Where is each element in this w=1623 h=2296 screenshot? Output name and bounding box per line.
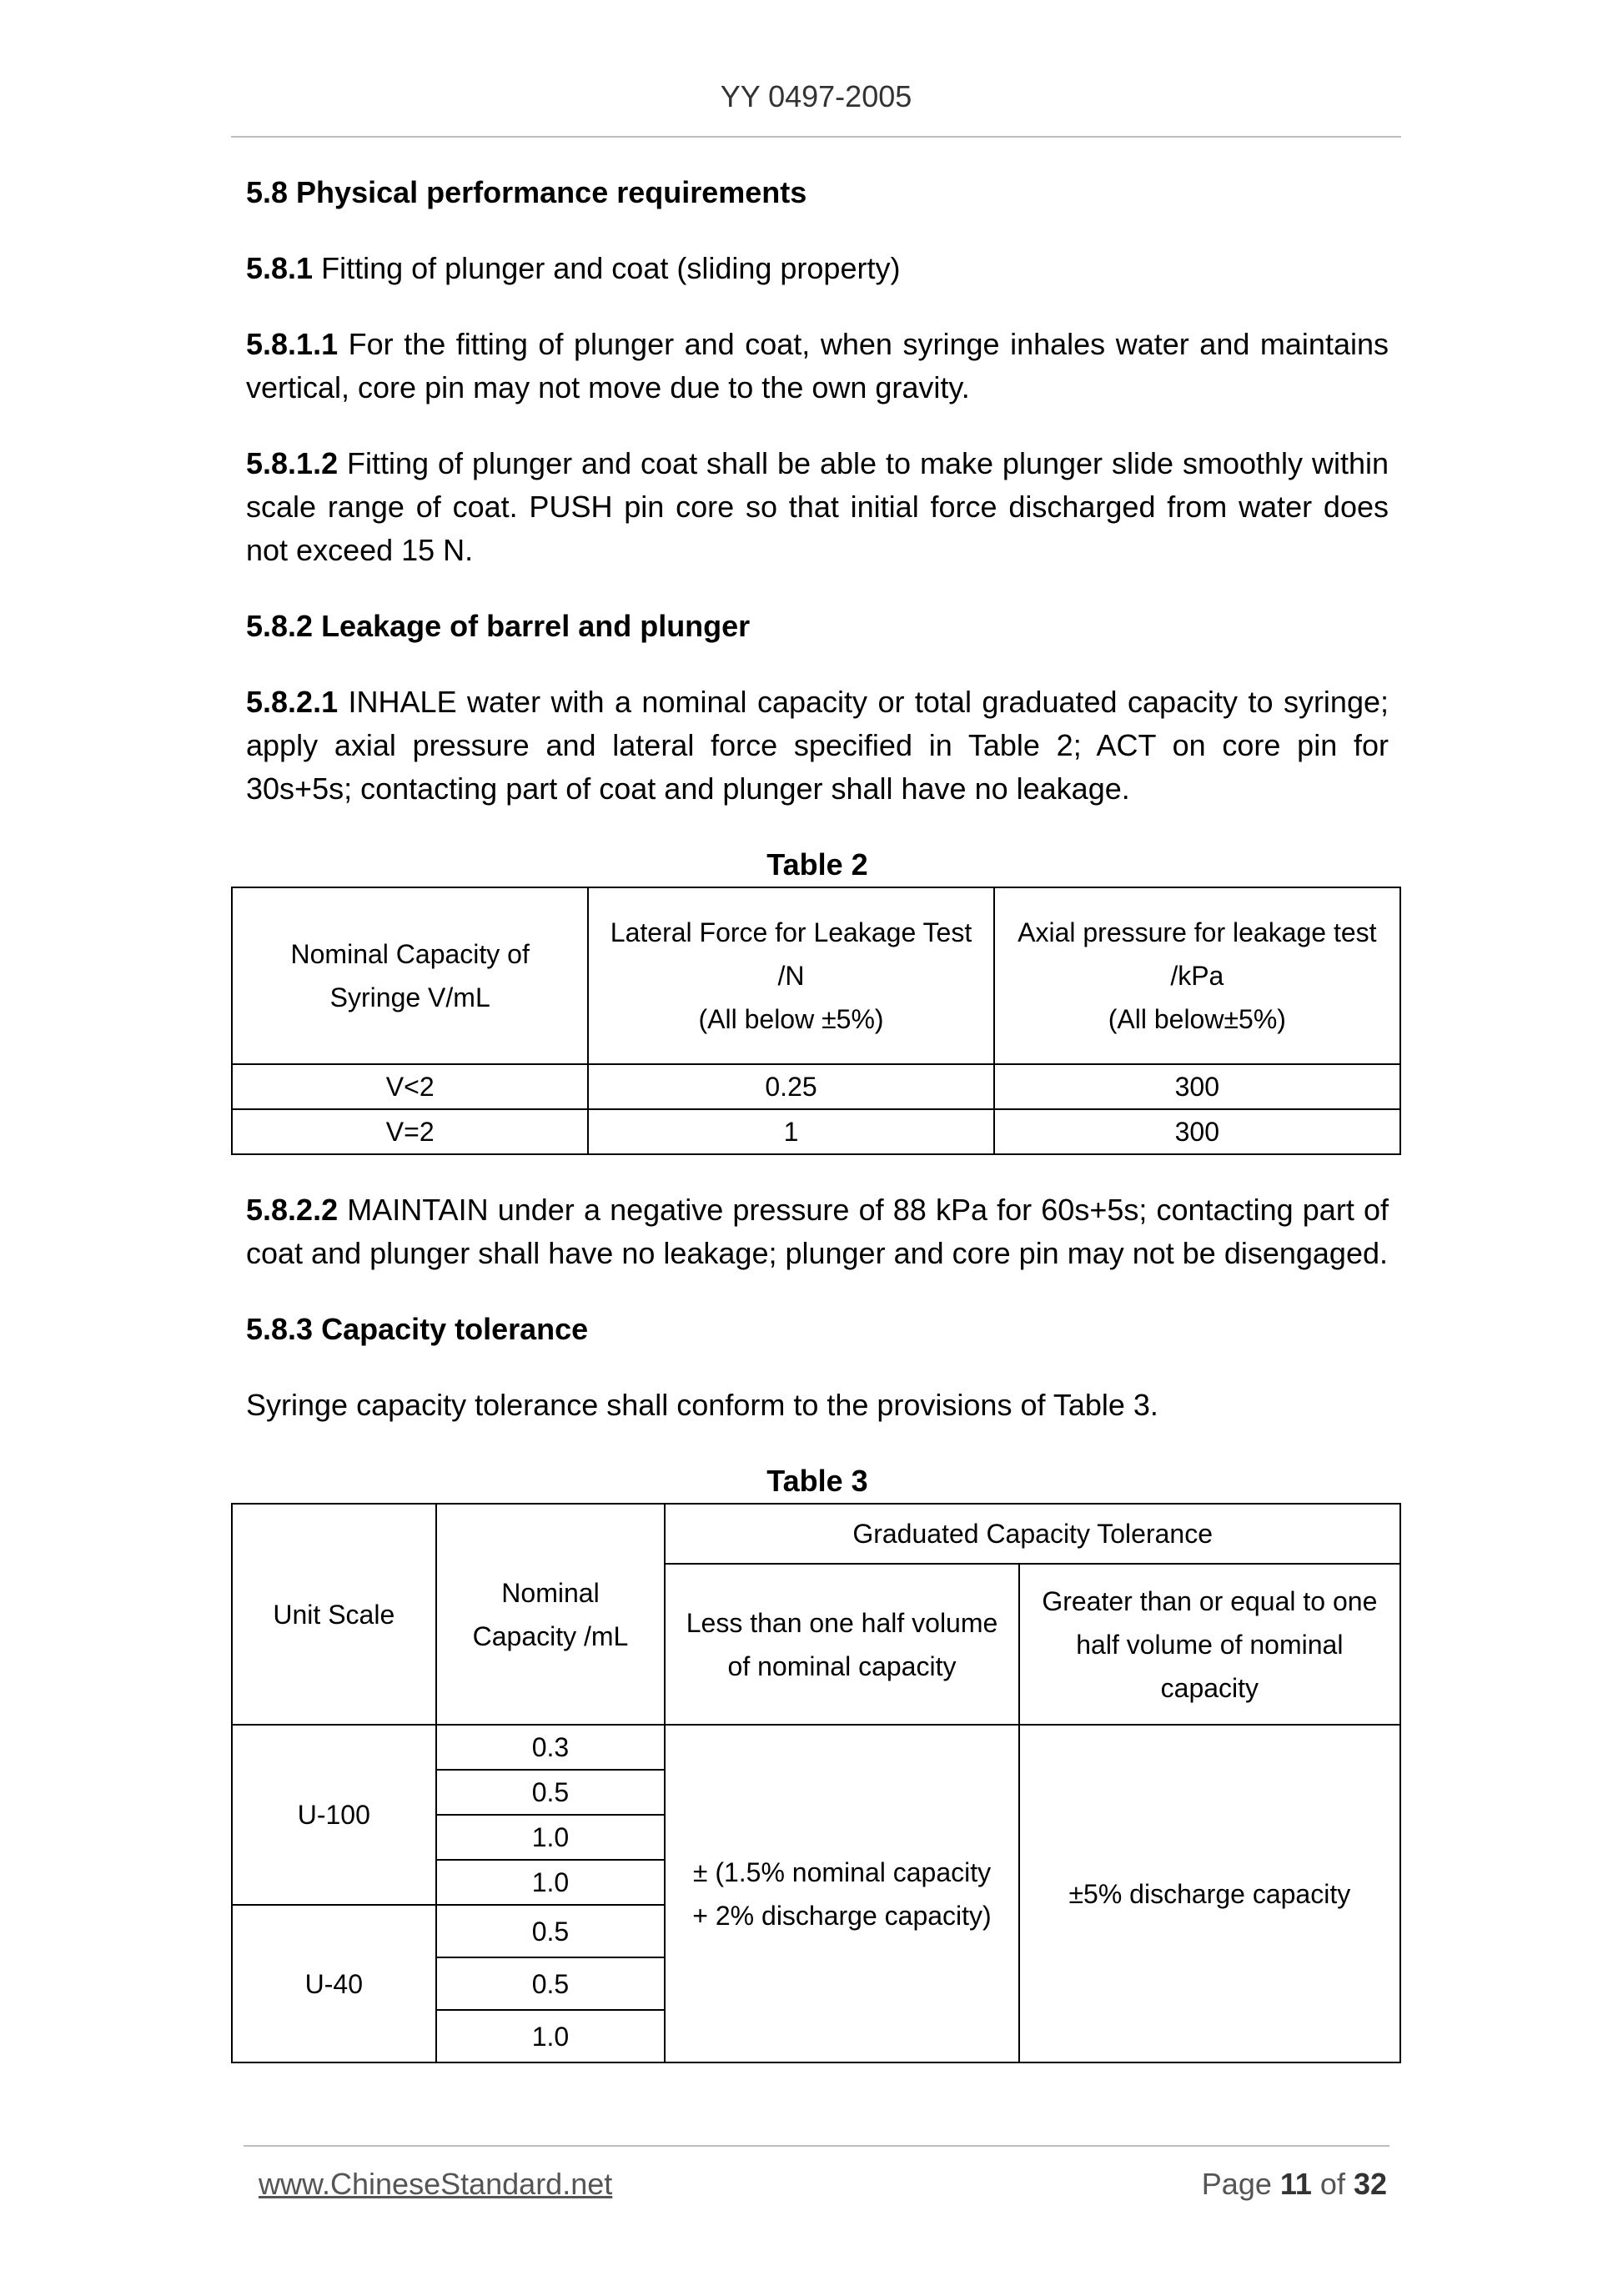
section-5-8-3-title: 5.8.3 Capacity tolerance bbox=[246, 1312, 589, 1346]
section-5-8-title: 5.8 Physical performance requirements bbox=[246, 175, 807, 209]
table-row: U-100 0.3 ± (1.5% nominal capacity + 2% discharge capacity) ±5% discharge capacity bbox=[232, 1725, 1400, 1770]
table-header-row bbox=[232, 1504, 1400, 1564]
header-unit-scale: Unit Scale bbox=[232, 1504, 436, 1725]
section-5-8-2-title: 5.8.2 Leakage of barrel and plunger bbox=[246, 609, 751, 643]
page-content bbox=[246, 171, 1389, 2063]
header-less-than-half: Less than one half volume of nominal capacity bbox=[665, 1564, 1018, 1725]
header-divider bbox=[231, 136, 1401, 138]
section-text: For the fitting of plunger and coat, when syringe inhales water and maintains vertical, core pin may not move due to the own gravity. bbox=[246, 327, 1389, 404]
table-row: 1.0 bbox=[232, 1860, 1400, 1905]
table-header-row bbox=[232, 887, 1400, 1064]
table-row: U-40 0.5 bbox=[232, 1905, 1400, 1957]
section-number: 5.8.2.2 bbox=[246, 1193, 339, 1227]
page-number: Page 11 of 32 bbox=[1201, 2167, 1387, 2201]
header-nominal-capacity: Nominal Capacity of Syringe V/mL bbox=[232, 887, 588, 1064]
tolerance-less-than-half: ± (1.5% nominal capacity + 2% discharge capacity) bbox=[665, 1725, 1018, 2062]
table-row: 0.5 bbox=[232, 1770, 1400, 1815]
header-axial-pressure: Axial pressure for leakage test /kPa (All below±5%) bbox=[994, 887, 1400, 1064]
section-5-8-2-1 bbox=[246, 681, 1389, 811]
table-2 bbox=[231, 887, 1401, 1155]
header-graduated-tolerance: Graduated Capacity Tolerance bbox=[665, 1504, 1400, 1564]
section-text: INHALE water with a nominal capacity or total graduated capacity to syringe; apply axial pressure and lateral force specified in Table 2; ACT on core pin for 30s+5s; contacting part of coat and plunger shall have no leakage. bbox=[246, 685, 1389, 806]
table-row: 1.0 bbox=[232, 1815, 1400, 1860]
section-text: Fitting of plunger and coat (sliding property) bbox=[313, 251, 901, 285]
header-lateral-force: Lateral Force for Leakage Test /N (All below ±5%) bbox=[588, 887, 993, 1064]
document-id-header: YY 0497-2005 bbox=[720, 79, 912, 113]
section-5-8-3-text: Syringe capacity tolerance shall conform to the provisions of Table 3. bbox=[246, 1388, 1158, 1422]
section-5-8-2-2 bbox=[246, 1188, 1389, 1275]
header-nominal-capacity: Nominal Capacity /mL bbox=[436, 1504, 666, 1725]
section-number: 5.8.1.2 bbox=[246, 446, 339, 480]
unit-scale-u40: U-40 bbox=[232, 1905, 436, 2062]
section-number: 5.8.1.1 bbox=[246, 327, 339, 361]
section-text: MAINTAIN under a negative pressure of 88 kPa for 60s+5s; contacting part of coat and plunger shall have no leakage; plunger and core pin may not be disengaged. bbox=[246, 1193, 1389, 1270]
section-number: 5.8.2.1 bbox=[246, 685, 339, 719]
table-3 bbox=[231, 1503, 1401, 2063]
table-row: V=2 1 300 bbox=[232, 1109, 1400, 1154]
header-greater-than-half: Greater than or equal to one half volume of nominal capacity bbox=[1019, 1564, 1400, 1725]
table-row: 0.5 bbox=[232, 1957, 1400, 2010]
unit-scale-u100: U-100 bbox=[232, 1725, 436, 1905]
section-5-8-1 bbox=[246, 247, 1389, 290]
table-3-title: Table 3 bbox=[766, 1464, 868, 1498]
website-link[interactable]: www.ChineseStandard.net bbox=[259, 2167, 613, 2201]
footer-divider bbox=[244, 2145, 1389, 2147]
section-text: Fitting of plunger and coat shall be able to make plunger slide smoothly within scale range of coat. PUSH pin core so that initial force discharged from water does not exceed 15 N. bbox=[246, 446, 1389, 567]
table-row: 1.0 bbox=[232, 2010, 1400, 2062]
section-5-8-1-2 bbox=[246, 442, 1389, 572]
section-5-8-1-1 bbox=[246, 323, 1389, 409]
table-row: V<2 0.25 300 bbox=[232, 1064, 1400, 1109]
tolerance-greater-than-half: ±5% discharge capacity bbox=[1019, 1725, 1400, 2062]
section-number: 5.8.1 bbox=[246, 251, 314, 285]
table-2-title: Table 2 bbox=[766, 847, 868, 882]
